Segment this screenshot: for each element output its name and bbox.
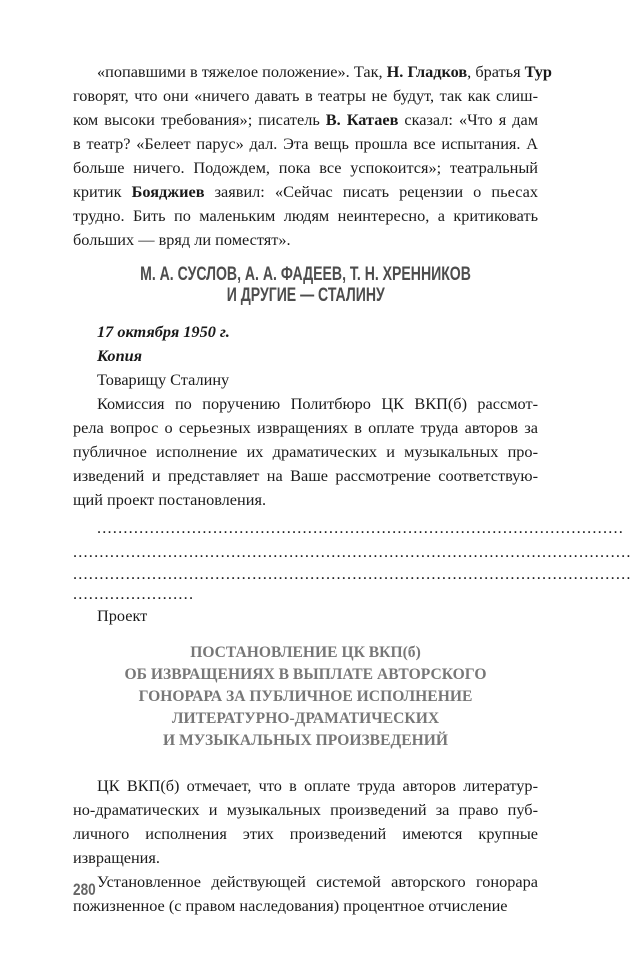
text-line: рела вопрос о серьезных извращениях в оплате труда авторов за xyxy=(73,418,538,437)
project-label: Проект xyxy=(97,606,148,625)
text-line: ЦК ВКП(б) отмечает, что в оплате труда авторов литератур- xyxy=(97,776,538,795)
heading-line: М. А. СУСЛОВ, А. А. ФАДЕЕВ, Т. Н. ХРЕННИКОВ xyxy=(140,264,471,285)
text-segment: в театр? «Белеет парус» дал. Эта вещь прошла все испытания. А xyxy=(73,134,538,153)
text-segment: , братья xyxy=(467,62,525,81)
text-segment: больших — вряд ли поместят». xyxy=(73,230,291,249)
addressee: Товарищу Сталину xyxy=(97,370,230,389)
text-line xyxy=(73,180,538,204)
page-body xyxy=(73,60,632,918)
heading-line: ЛИТЕРАТУРНО-ДРАМАТИЧЕСКИХ xyxy=(171,710,440,727)
text-line xyxy=(73,228,538,252)
text-line: извращения. xyxy=(73,848,160,867)
text-line xyxy=(73,60,552,84)
commission-paragraph xyxy=(73,392,538,512)
intro-paragraph xyxy=(73,60,552,252)
dots-line: .......................................................................................................... xyxy=(73,542,632,561)
text-line: Комиссия по поручению Политбюро ЦК ВКП(б) рассмот- xyxy=(97,394,538,413)
text-line xyxy=(73,132,538,156)
resolution-paragraph xyxy=(73,774,538,870)
omission-dots xyxy=(73,516,632,604)
text-line: публичное исполнение их драматических и музыкальных про- xyxy=(73,442,538,461)
text-line xyxy=(73,156,538,180)
document-heading xyxy=(73,264,538,306)
heading-line: И МУЗЫКАЛЬНЫХ ПРОИЗВЕДЕНИЙ xyxy=(163,732,448,749)
heading-line: ПОСТАНОВЛЕНИЕ ЦК ВКП(б) xyxy=(190,644,421,661)
heading-line: И ДРУГИЕ — СТАЛИНУ xyxy=(226,285,385,306)
text-segment: сказал: «Что я дам xyxy=(398,110,539,129)
text-line: пожизненное (с правом наследования) процентное отчисление xyxy=(73,896,508,915)
text-segment: заявил: «Сейчас писать рецензии о пьесах xyxy=(204,182,538,201)
text-segment: говорят, что они «ничего давать в театры не будут, так как слиш- xyxy=(73,86,538,105)
text-segment: критик xyxy=(73,182,132,201)
resolution-paragraph-2 xyxy=(73,870,538,918)
dots-line: .......................................................................................................... xyxy=(73,564,632,583)
text-segment: больше ничего. Подождем, пока все успокоится»; театральный xyxy=(73,158,538,177)
person-name: В. Катаев xyxy=(325,110,399,129)
person-name: Бояджиев xyxy=(131,182,205,201)
page-number: 280 xyxy=(73,880,96,899)
text-line: щий проект постановления. xyxy=(73,490,267,509)
text-segment: трудно. Бить по маленьким людям неинтересно, а критиковать xyxy=(73,206,538,225)
heading-line: ОБ ИЗВРАЩЕНИЯХ В ВЫПЛАТЕ АВТОРСКОГО xyxy=(124,666,487,683)
text-line: Установленное действующей системой авторского гонорара xyxy=(97,872,538,891)
dots-line: .................................................................................................... xyxy=(97,518,625,537)
text-line: личного исполнения этих произведений имеются крупные xyxy=(73,824,538,843)
document-date: 17 октября 1950 г. xyxy=(97,322,230,341)
person-name: Н. Гладков xyxy=(386,62,468,81)
text-line xyxy=(73,108,538,132)
resolution-heading xyxy=(73,642,538,752)
text-line: но-драматических и музыкальных произведений за право пуб- xyxy=(73,800,538,819)
text-segment: ком высоки требования»; писатель xyxy=(73,110,326,129)
text-line: изведений и представляет на Ваше рассмотрение соответствую- xyxy=(73,466,538,485)
heading-line: ГОНОРАРА ЗА ПУБЛИЧНОЕ ИСПОЛНЕНИЕ xyxy=(138,688,473,705)
person-name: Тур xyxy=(524,62,552,81)
text-line xyxy=(73,84,538,108)
dots-line: ....................... xyxy=(73,584,195,603)
text-segment: «попавшими в тяжелое положение». Так, xyxy=(97,62,387,81)
text-line xyxy=(73,204,538,228)
copy-label: Копия xyxy=(97,346,143,365)
